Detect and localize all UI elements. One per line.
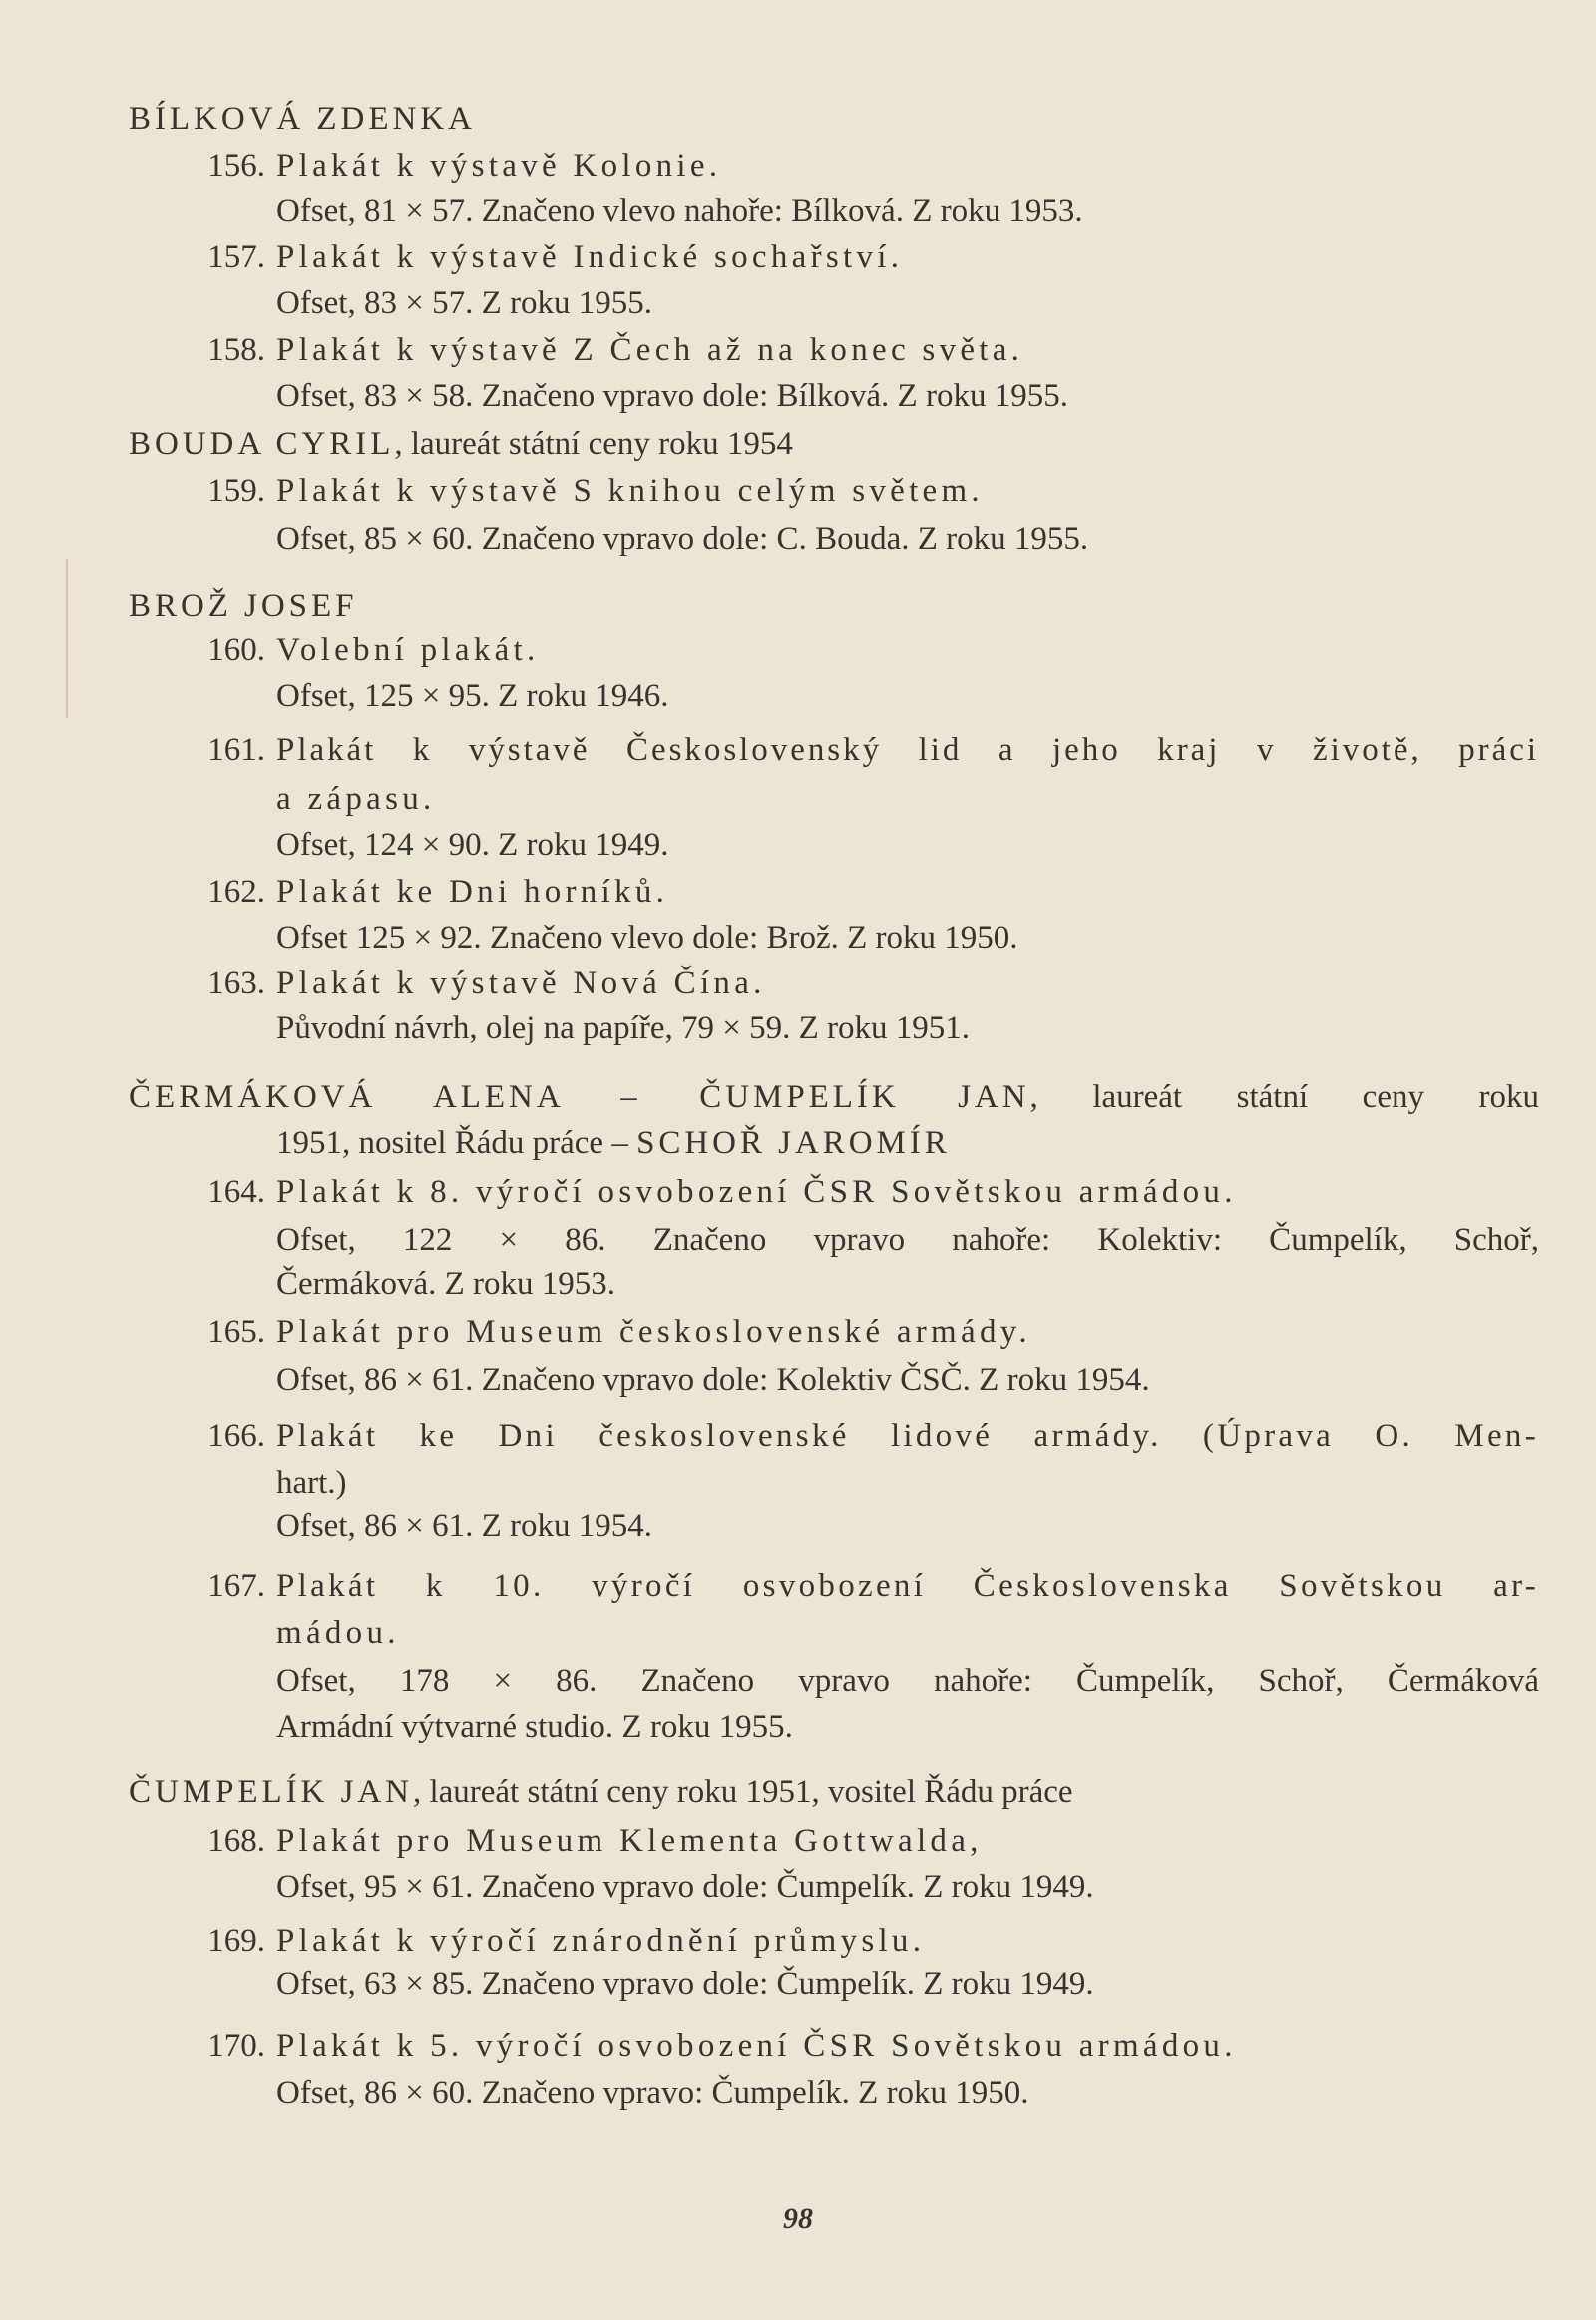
artist-heading: BROŽ JOSEF [129, 588, 358, 624]
artist-name: SCHOŘ JAROMÍR [636, 1125, 951, 1161]
entry-description: Ofset 125 × 92. Značeno vlevo dole: Brož. Z roku 1950. [276, 920, 1018, 956]
artist-heading [129, 424, 793, 464]
artist-heading-continued [276, 1123, 951, 1163]
artist-heading: BÍLKOVÁ ZDENKA [129, 101, 476, 137]
entry-number: 163. [207, 966, 265, 1001]
entry-title: Plakát k výstavě Československý lid a jeho kraj v životě, práci [276, 732, 1539, 768]
entry-number: 170. [207, 2028, 265, 2064]
entry-title-continued: mádou. [276, 1615, 400, 1651]
artist-note: , laureát státní ceny roku [1029, 1079, 1539, 1115]
entry-number: 157. [207, 239, 265, 275]
entry-title: Plakát k 8. výročí osvobození ČSR Sovětskou armádou. [276, 1174, 1237, 1210]
entry-number: 160. [207, 632, 265, 668]
entry-description: Ofset, 122 × 86. Značeno vpravo nahoře: Kolektiv: Čumpelík, Schoř, [276, 1222, 1539, 1258]
entry-title: Plakát pro Museum československé armády. [276, 1314, 1031, 1350]
entry-number: 158. [207, 332, 265, 368]
entry-number: 168. [207, 1823, 265, 1859]
artist-name: ČUMPELÍK JAN [129, 1774, 413, 1810]
entry-number: 161. [207, 732, 265, 768]
entry-title: Volební plakát. [276, 632, 540, 668]
entry-title: Plakát ke Dni československé lidové armády. (Úprava O. Men- [276, 1418, 1539, 1454]
entry-title: Plakát k výstavě Indické sochařství. [276, 239, 904, 275]
entry-description: Ofset, 124 × 90. Z roku 1949. [276, 827, 669, 863]
entry-description: Ofset, 95 × 61. Značeno vpravo dole: Čumpelík. Z roku 1949. [276, 1869, 1094, 1905]
artist-note: 1951, nositel Řádu práce – [276, 1125, 637, 1161]
entry-description: Ofset, 63 × 85. Značeno vpravo dole: Čumpelík. Z roku 1949. [276, 1966, 1094, 2002]
artist-name: ČERMÁKOVÁ ALENA – ČUMPELÍK JAN [129, 1079, 1030, 1115]
entry-title: Plakát pro Museum Klementa Gottwalda, [276, 1823, 983, 1859]
entry-number: 156. [207, 148, 265, 184]
entry-description: Ofset, 86 × 61. Z roku 1954. [276, 1508, 652, 1544]
entry-title: Plakát k výstavě Kolonie. [276, 148, 722, 184]
entry-number: 169. [207, 1923, 265, 1959]
entry-description: Původní návrh, olej na papíře, 79 × 59. Z roku 1951. [276, 1010, 970, 1046]
artist-heading [129, 1077, 1539, 1117]
entry-title-continued: hart.) [276, 1465, 347, 1501]
entry-description: Ofset, 86 × 61. Značeno vpravo dole: Kolektiv ČSČ. Z roku 1954. [276, 1362, 1150, 1398]
entry-title: Plakát k výročí znárodnění průmyslu. [276, 1923, 926, 1959]
entry-title-continued: a zápasu. [276, 781, 436, 817]
artist-heading [129, 1772, 1073, 1812]
entry-description: Ofset, 83 × 57. Z roku 1955. [276, 285, 652, 321]
entry-title: Plakát k výstavě Z Čech až na konec světa. [276, 332, 1024, 368]
entry-description: Ofset, 81 × 57. Značeno vlevo nahoře: Bílková. Z roku 1953. [276, 193, 1083, 229]
page-number: 98 [783, 2202, 813, 2235]
entry-description: Ofset, 178 × 86. Značeno vpravo nahoře: Čumpelík, Schoř, Čermáková [276, 1663, 1539, 1699]
entry-description: Ofset, 85 × 60. Značeno vpravo dole: C. Bouda. Z roku 1955. [276, 521, 1089, 557]
entry-title: Plakát k 10. výročí osvobození Československa Sovětskou ar- [276, 1568, 1539, 1604]
entry-number: 166. [207, 1418, 265, 1454]
entry-title: Plakát k 5. výročí osvobození ČSR Sovětskou armádou. [276, 2028, 1237, 2064]
artist-name: BOUDA CYRIL [129, 426, 395, 462]
entry-description-continued: Čermáková. Z roku 1953. [276, 1266, 616, 1302]
entry-description: Ofset, 125 × 95. Z roku 1946. [276, 678, 669, 714]
margin-line [66, 559, 68, 718]
entry-title: Plakát k výstavě S knihou celým světem. [276, 473, 984, 509]
artist-note: , laureát státní ceny roku 1954 [394, 426, 793, 462]
entry-number: 165. [207, 1314, 265, 1350]
entry-title: Plakát k výstavě Nová Čína. [276, 966, 766, 1001]
artist-note: , laureát státní ceny roku 1951, vositel Řádu práce [412, 1774, 1073, 1810]
entry-title: Plakát ke Dni horníků. [276, 874, 669, 910]
entry-number: 167. [207, 1568, 265, 1604]
entry-number: 159. [207, 473, 265, 509]
entry-number: 164. [207, 1174, 265, 1210]
entry-description: Ofset, 86 × 60. Značeno vpravo: Čumpelík. Z roku 1950. [276, 2075, 1029, 2111]
entry-number: 162. [207, 874, 265, 910]
entry-description-continued: Armádní výtvarné studio. Z roku 1955. [276, 1709, 793, 1744]
entry-description: Ofset, 83 × 58. Značeno vpravo dole: Bílková. Z roku 1955. [276, 378, 1068, 414]
